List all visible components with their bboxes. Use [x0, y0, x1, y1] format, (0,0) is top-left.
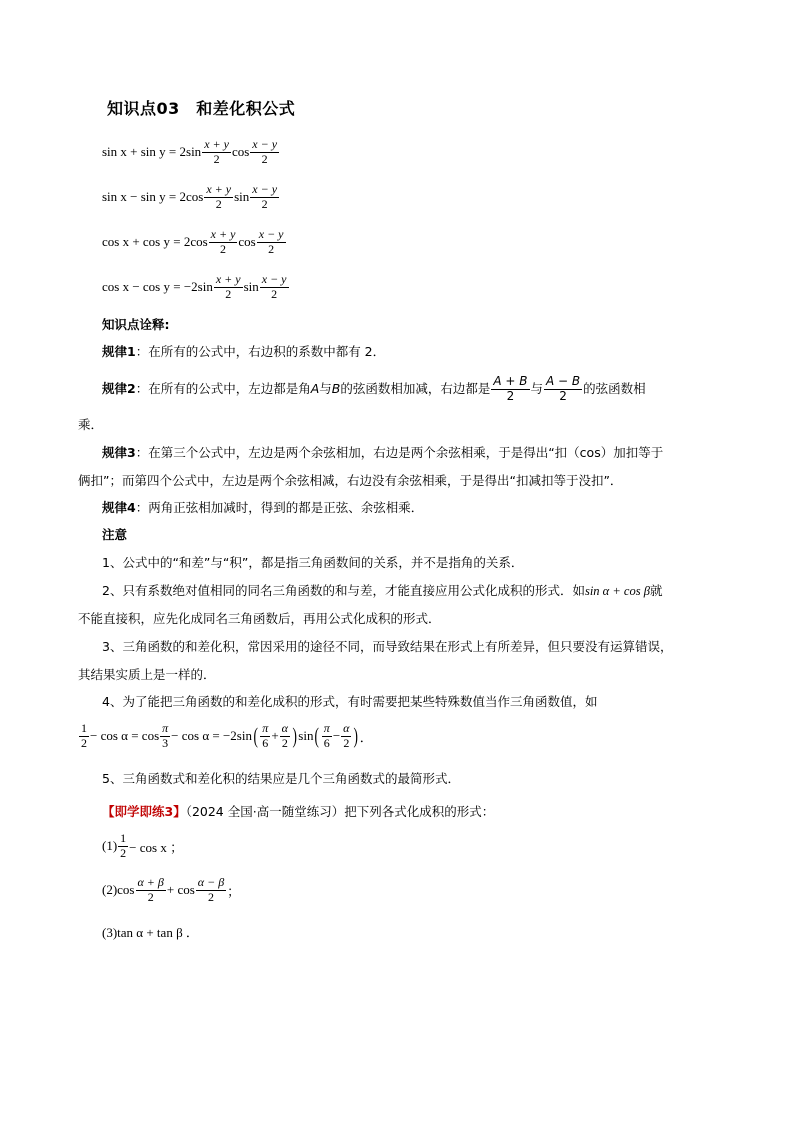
fraction: $\frac{x + y}{2}$ — [210, 227, 236, 256]
rule-4: 规律4：两角正弦相加减时，得到的都是正弦、余弦相乘． — [102, 500, 424, 515]
exercise-tag: 【即学即练3】 — [102, 804, 186, 819]
rule-1: 规律1：在所有的公式中，右边积的系数中都有 2． — [102, 344, 386, 359]
fraction: $\frac{\pi}{6}$ — [323, 721, 330, 750]
formula-sum-sin — [102, 138, 280, 167]
formula-func: cos — [238, 234, 256, 250]
fraction: $\frac{x - y}{2}$ — [258, 227, 284, 256]
note-2: 2、只有系数绝对值相同的同名三角函数的和与差，才能直接应用公式化成积的形式．如sin α + cos β就 — [102, 583, 663, 598]
formula-sum-cos — [102, 228, 287, 257]
fraction: $\frac{\alpha}{2}$ — [281, 721, 288, 750]
fraction: $\frac{A + B}{2}$ — [493, 374, 528, 403]
fraction: $\frac{x + y}{2}$ — [206, 182, 232, 211]
fraction: $\frac{x + y}{2}$ — [204, 137, 229, 166]
rule-3: 规律3：在第三个公式中，左边是两个余弦相加，右边是两个余弦相乘，于是得出“扣（cos）加扣等于 — [102, 445, 664, 460]
formula-lhs: cos x + cos y = 2cos — [102, 234, 208, 250]
fraction: $\frac{1}{2}$ — [81, 721, 87, 750]
fraction: $\frac{x + y}{2}$ — [215, 272, 241, 301]
fraction: $\frac{x - y}{2}$ — [261, 272, 287, 301]
fraction: $\frac{\pi}{3}$ — [162, 721, 169, 750]
problem-2: (2)cos $\frac{\alpha + \beta}{2}$ + cos $\frac{\alpha - \beta}{2}$ ； — [102, 875, 241, 904]
notes-title: 知识点诠释: — [102, 317, 170, 332]
note-5: 5、三角函数式和差化积的结果应是几个三角函数式的最简形式． — [102, 771, 460, 786]
formula-diff-sin — [102, 183, 280, 212]
note-3: 3、三角函数的和差化积，常因采用的途径不同，而导致结果在形式上有所差异，但只要没有运算错误， — [102, 639, 673, 654]
rule-2: 规律2 ：在所有的公式中，左边都是角 A 与 B 的弦函数相加减，右边都是 $\frac{A + B}{2}$ 与 $\frac{A - B}{2}$ 的弦函数相 — [102, 374, 646, 403]
problem-3: (3)tan α + tan β ． — [102, 925, 199, 940]
fraction: $\frac{x - y}{2}$ — [252, 182, 278, 211]
formula-diff-cos — [102, 273, 290, 302]
section-heading: 知识点03 和差化积公式 — [107, 99, 296, 118]
exercise-heading: 【即学即练3】（2024 全国·高一随堂练习）把下列各式化成积的形式： — [102, 804, 495, 819]
fraction: $\frac{x - y}{2}$ — [252, 137, 278, 166]
fraction: $\frac{1}{2}$ — [120, 831, 127, 860]
note-4-example: $\frac{1}{2}$ − cos α = cos $\frac{\pi}{3}$ − cos α = −2sin ( $\frac{\pi}{6}$ + $\frac{\alpha}{2}$ ) sin ( $\frac{\pi}{6}$ − $\frac{\alpha}{2}$ ) ． — [81, 721, 373, 750]
formula-func: cos — [231, 144, 250, 160]
formula-func: sin — [234, 189, 250, 205]
note-3-cont: 其结果实质上是一样的． — [78, 667, 216, 682]
note-4: 4、为了能把三角函数的和差化成积的形式，有时需要把某些特殊数值当作三角函数值，如 — [102, 694, 598, 709]
formula-func: sin — [243, 279, 259, 295]
attention-heading: 注意 — [102, 527, 128, 542]
rule-3-cont: 俩扣”；而第四个公式中，左边是两个余弦相减，右边没有余弦相乘，于是得出“扣减扣等于没扣”． — [78, 473, 623, 488]
note-1: 1、公式中的“和差”与“积”，都是指三角函数间的关系，并不是指角的关系． — [102, 555, 524, 570]
fraction: $\frac{A - B}{2}$ — [546, 374, 581, 403]
rule-2-cont: 乘． — [78, 417, 104, 432]
fraction: $\frac{\alpha}{2}$ — [343, 721, 350, 750]
formula-lhs: sin x − sin y = 2cos — [102, 189, 204, 205]
fraction: $\frac{\pi}{6}$ — [262, 721, 269, 750]
formula-lhs: cos x − cos y = −2sin — [102, 279, 213, 295]
note-2-cont: 不能直接积，应先化成同名三角函数后，再用公式化成积的形式． — [78, 611, 441, 626]
fraction: $\frac{\alpha + \beta}{2}$ — [137, 875, 164, 904]
fraction: $\frac{\alpha - \beta}{2}$ — [197, 875, 225, 904]
problem-1: (1) $\frac{1}{2}$ − cos x ； — [102, 831, 184, 860]
formula-lhs: sin x + sin y = 2sin — [102, 144, 202, 160]
